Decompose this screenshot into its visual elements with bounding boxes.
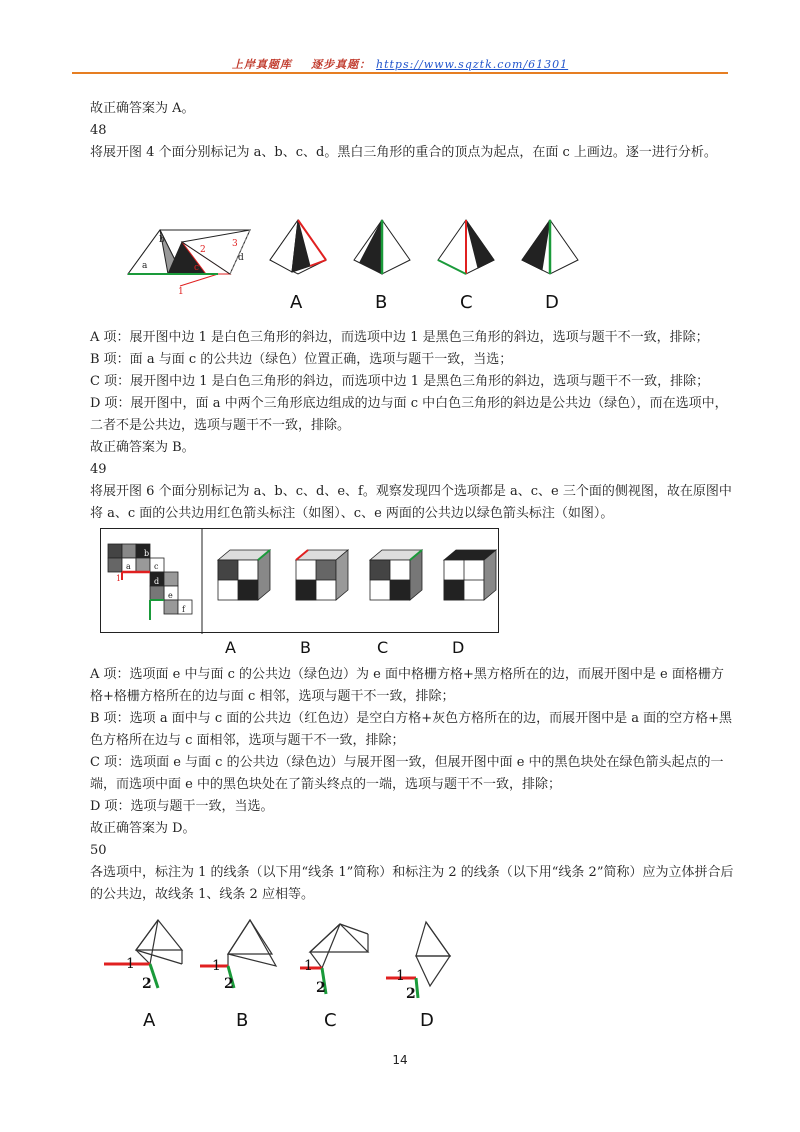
q50-intro: 各选项中，标注为 1 的线条（以下用“线条 1”简称）和标注为 2 的线条（以下用“线条 2”简称）应为立体拼合后的公共边，故线条 1、线条 2 应相等。	[90, 865, 734, 902]
q50-number: 50	[90, 843, 107, 858]
header-rule	[72, 72, 728, 74]
q47-answer: 故正确答案为 A。	[90, 101, 195, 116]
q48-label-c: C	[460, 292, 473, 313]
q50-label-d: D	[420, 1010, 434, 1031]
q48-analysis-a: A 项：展开图中边 1 是白色三角形的斜边，而选项中边 1 是黑色三角形的斜边，选项与题干不一致，排除；	[90, 330, 709, 345]
q50-b-mark-1: 1	[212, 958, 221, 974]
header-brand: 上岸真题库	[231, 58, 292, 71]
q48-mark-1: 1	[178, 287, 184, 297]
q49-option-b-cube	[296, 550, 348, 600]
page-header	[0, 56, 800, 72]
q50-label-c: C	[324, 1010, 337, 1031]
q49-mark-d: d	[154, 577, 160, 586]
q49-option-a-cube	[218, 550, 270, 600]
q50-figure	[100, 912, 500, 1008]
q48-figure	[120, 212, 600, 322]
q48-mark-3: 3	[232, 239, 238, 249]
q50-option-b-shape	[200, 920, 276, 988]
q49-figure	[100, 528, 500, 634]
q48-answer: 故正确答案为 B。	[90, 440, 195, 455]
header-label: 逐步真题：	[311, 58, 372, 71]
q49-mark-a: a	[126, 562, 131, 571]
q48-intro: 将展开图 4 个面分别标记为 a、b、c、d。黑白三角形的重合的顶点为起点，在面 c 上画边。逐一进行分析。	[90, 145, 717, 160]
q48-option-d-shape	[522, 220, 578, 274]
q50-label-a: A	[143, 1010, 156, 1031]
q49-number: 49	[90, 462, 107, 477]
q50-a-mark-1: 1	[126, 956, 135, 972]
q48-option-c-shape	[438, 220, 494, 274]
q48-label-d: D	[545, 292, 559, 313]
q50-option-d-shape	[386, 922, 450, 998]
q50-d-mark-1: 1	[396, 968, 405, 984]
q49-answer: 故正确答案为 D。	[90, 821, 196, 836]
q48-label-b: B	[375, 292, 388, 313]
q50-b-mark-2: 2	[224, 976, 234, 992]
q48-number: 48	[90, 123, 107, 138]
q49-analysis-a: A 项：选项面 e 中与面 c 的公共边（绿色边）为 e 面中格栅方格+黑方格所在的边，而展开图中是 e 面格栅方格+格栅方格所在的边与面 c 相邻，选项与题干不一致，排除；	[90, 667, 724, 704]
q48-mark-b: b	[159, 235, 165, 245]
q48-analysis-d: D 项：展开图中，面 a 中两个三角形底边组成的边与面 c 中白色三角形的斜边是公共边（绿色），而在选项中，二者不是公共边，选项与题干不一致，排除。	[90, 396, 728, 433]
q49-analysis-b: B 项：选项 a 面中与 c 面的公共边（红色边）是空白方格+灰色方格所在的边，而展开图中是 a 面的空方格+黑色方格所在边与 c 面相邻，选项与题干不一致，排除；	[90, 711, 733, 748]
q48-analysis-b: B 项：面 a 与面 c 的公共边（绿色）位置正确，选项与题干一致，当选；	[90, 352, 513, 367]
page-number: 14	[392, 1053, 408, 1067]
q49-mark-e: e	[168, 591, 173, 600]
q49-analysis-c: C 项：选项面 e 与面 c 的公共边（绿色边）与展开图一致，但展开图中面 e 中的黑色块处在绿色箭头起点的一端，而选项中面 e 中的黑色块处在了箭头终点的一端，选项与题干不一致，排除；	[90, 755, 724, 792]
q48-mark-d: d	[238, 253, 244, 263]
q49-label-c: C	[377, 638, 389, 657]
q48-option-a-shape	[270, 220, 326, 274]
q49-mark-f: f	[182, 605, 185, 614]
q50-a-mark-2: 2	[142, 976, 152, 992]
q48-option-b-shape	[354, 220, 410, 274]
q50-label-b: B	[236, 1010, 249, 1031]
q50-c-mark-1: 1	[304, 958, 313, 974]
q48-mark-c: c	[194, 263, 200, 273]
q48-mark-2: 2	[200, 245, 206, 255]
q50-c-mark-2: 2	[316, 980, 326, 996]
q48-analysis-c: C 项：展开图中边 1 是白色三角形的斜边，而选项中边 1 是黑色三角形的斜边，选项与题干不一致，排除；	[90, 374, 710, 389]
q50-d-mark-2: 2	[406, 986, 416, 1002]
q49-mark-c: c	[154, 562, 159, 571]
q48-label-a: A	[290, 292, 303, 313]
q49-label-b: B	[300, 638, 311, 657]
header-link[interactable]: https://www.sqztk.com/61301	[376, 58, 569, 71]
q49-label-a: A	[225, 638, 236, 657]
q49-option-d-cube	[444, 550, 496, 600]
q49-label-d: D	[452, 638, 465, 657]
q49-option-c-cube	[370, 550, 422, 600]
q48-mark-a: a	[142, 261, 148, 271]
q49-mark-b: b	[144, 549, 150, 558]
q49-analysis-d: D 项：选项与题干一致，当选。	[90, 799, 274, 814]
q49-mark-1: 1	[116, 574, 122, 583]
q49-intro: 将展开图 6 个面分别标记为 a、b、c、d、e、f。观察发现四个选项都是 a、c、e 三个面的侧视图，故在原图中将 a、c 面的公共边用红色箭头标注（如图）、c、e 两面的公共边以绿色箭头标注（如图）。	[90, 484, 732, 521]
